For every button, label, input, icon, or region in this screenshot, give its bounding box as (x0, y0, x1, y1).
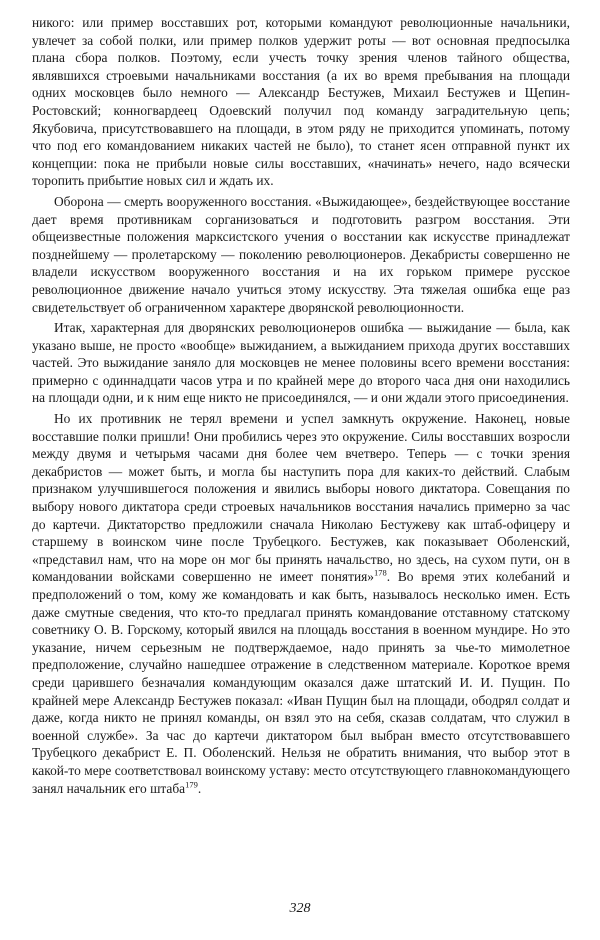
paragraph-text: . Во время этих колебаний и предположений о том, кому же командовать и как быть, называлось несколько имен. Есть даже смутные сведения, что кто-то предлагал принять командование отставному статскому советнику О. В. Горскому, который явился на площадь восстания в военном мундире. Но это указание, ничем серьезным не подтверждаемое, надо принять за чье-то мимолетное предположение, случайно нашедшее отражение в следственном материале. Короткое время среди царившего безначалия командующим оказался даже штатский И. И. Пущин. По крайней мере Александр Бестужев показал: «Иван Пущин был на площади, ободрял солдат и даже, когда никто не принял команды, он взял это на себя, сказав солдатам, что служил в военной службе». За час до картечи диктатором был выбран вместо отсутствовавшего Трубецкого декабрист Е. П. Оболенский. Нельзя не обратить внимания, что выбор этот в какой-то мере соответствовал воинскому уставу: место отсутствующего главнокомандующего занял начальник его штаба (32, 569, 570, 796)
footnote-marker: 178 (373, 567, 387, 578)
footnote-marker: 179 (185, 779, 198, 790)
paragraph: Оборона — смерть вооруженного восстания. «Выжидающее», бездействующее восстание дает время противникам сорганизоваться и подготовить разгром восстания. Эти общеизвестные положения марксистского учения о восстании как искусстве принадлежат позднейшему — пролетарскому — поколению революционеров. Декабристы совершенно не владели искусством вооруженного восстания и на их горьком примере русское революционное движение начало учиться этому искусству. Эта тяжелая ошибка еще раз свидетельствует об ограниченном характере дворянской революционности. (32, 193, 570, 315)
page-body (32, 14, 570, 797)
paragraph: Итак, характерная для дворянских революционеров ошибка — выжидание — была, как указано выше, не просто «вообще» выжиданием, а выжиданием прихода других восставших частей. Это выжидание заняло для московцев не менее половины всего времени восстания: примерно с одиннадцати часов утра и по крайней мере до второго часа дня они находились на площади одни, и к ним еще никто не присоединялся, — и они ждали этого присоединения. (32, 320, 570, 406)
paragraph: никого: или пример восставших рот, которыми командуют революционные начальники, увлечет за собой полки, или пример полков удержит роты — вот основная предпосылка плана сбора полков. Поэтому, если учесть точку зрения членов тайного общества, являвшихся строевыми начальниками восстания (а их во время пребывания на площади одних московцев было немного — Александр Бестужев, Михаил Бестужев и Щепин-Ростовский; конногвардеец Одоевский получил под команду заградительную цепь; Якубовича, присутствовавшего на площади, в этом ряду не приходится упоминать, потому что под его командованием никаких частей не было), то станет ясен отправной пункт их концепции: пока не прибыли новые силы восставших, «начинать» нечего, надо всячески торопить прибытие новых сил и ждать их. (32, 15, 570, 189)
paragraph (32, 410, 570, 797)
paragraph-text: . (197, 780, 202, 796)
page-number: 328 (289, 901, 311, 916)
paragraph-text: Но их противник не терял времени и успел замкнуть окружение. Наконец, новые восставшие полки пришли! Они пробились через это окружение. Силы восставших возросли между двумя и четырьмя часами дня более чем вчетверо. Теперь — с точки зрения декабристов — может быть, и могла бы наступить пора для каких-то действий. Слабым признаком улучшившегося положения и явились выборы нового диктатора. Совещания по выбору нового диктатора среди строевых начальников восстания начались примерно за час до картечи. Диктаторство предложили сначала Николаю Бестужеву как штаб-офицеру и старшему в воинском чине после Трубецкого. Бестужев, как показывает Оболенский, «представил нам, что на море он мог бы принять начальство, но здесь, на сухом пути, он в командовании войсками совершенно не имеет понятия» (32, 411, 570, 585)
